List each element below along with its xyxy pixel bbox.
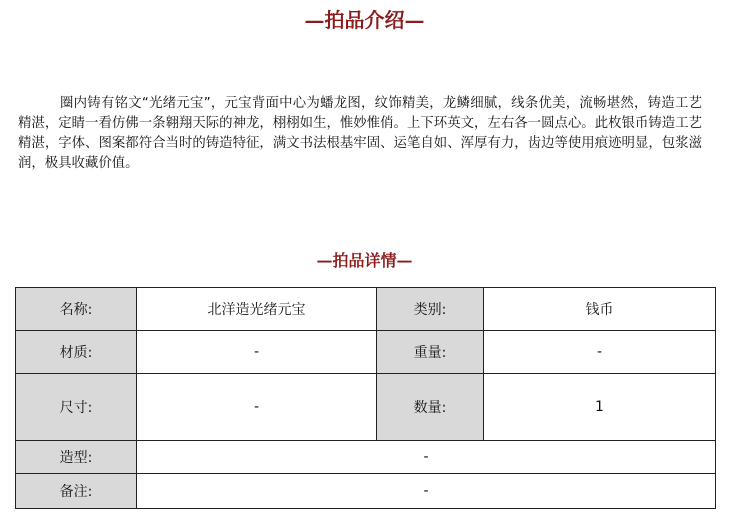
table-row [16, 441, 716, 474]
shape-label: 造型: [16, 441, 137, 474]
quantity-value: 1 [484, 374, 716, 441]
size-value: - [137, 374, 377, 441]
table-row [16, 288, 716, 331]
material-label: 材质: [16, 331, 137, 374]
weight-label: 重量: [377, 331, 484, 374]
name-value: 北洋造光绪元宝 [137, 288, 377, 331]
remark-value: - [137, 474, 716, 509]
intro-title: —拍品介绍— [304, 8, 425, 32]
table-row [16, 374, 716, 441]
shape-value: - [137, 441, 716, 474]
intro-description: 圈内铸有铭文“光绪元宝”，元宝背面中心为蟠龙图，纹饰精美，龙鳞细腻，线条优美，流畅堪然，铸造工艺精湛，定睛一看仿佛一条翱翔天际的神龙，栩栩如生，惟妙惟俏。上下环英文，左右各一圆点心。此枚银币铸造工艺精湛，字体、图案都符合当时的铸造特征，满文书法根基牢固、运笔自如、浑厚有力，齿边等使用痕迹明显，包浆滋润，极具收藏价值。 [18, 96, 702, 171]
name-label: 名称: [16, 288, 137, 331]
remark-label: 备注: [16, 474, 137, 509]
table-row [16, 331, 716, 374]
category-value: 钱币 [484, 288, 716, 331]
weight-value: - [484, 331, 716, 374]
material-value: - [137, 331, 377, 374]
category-label: 类别: [377, 288, 484, 331]
quantity-label: 数量: [377, 374, 484, 441]
details-table [15, 287, 716, 509]
size-label: 尺寸: [16, 374, 137, 441]
table-row [16, 474, 716, 509]
details-title: —拍品详情— [316, 251, 413, 270]
